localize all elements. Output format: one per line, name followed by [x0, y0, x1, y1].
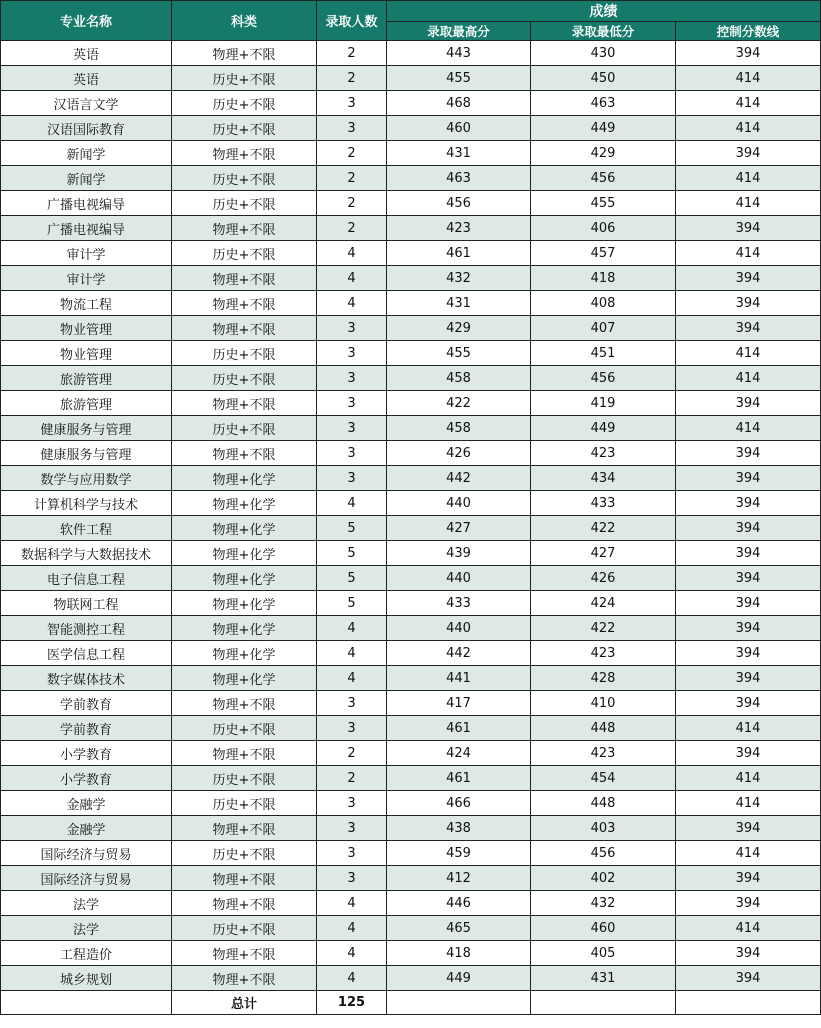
cell-control-line: 414 — [676, 766, 821, 791]
cell-min-score: 426 — [531, 566, 676, 591]
cell-control-line: 414 — [676, 366, 821, 391]
table-row — [1, 866, 821, 891]
cell-count: 3 — [317, 441, 387, 466]
cell-count: 5 — [317, 541, 387, 566]
header-max-score: 录取最高分 — [387, 22, 531, 41]
cell-control-line: 414 — [676, 791, 821, 816]
cell-major: 小学教育 — [1, 741, 172, 766]
cell-count: 5 — [317, 516, 387, 541]
cell-control-line: 414 — [676, 716, 821, 741]
table-row — [1, 366, 821, 391]
table-row — [1, 166, 821, 191]
cell-major: 计算机科学与技术 — [1, 491, 172, 516]
cell-subject: 历史+不限 — [172, 366, 317, 391]
cell-subject: 物理+不限 — [172, 741, 317, 766]
table-row — [1, 716, 821, 741]
cell-min-score: 449 — [531, 116, 676, 141]
table-row — [1, 541, 821, 566]
table-row — [1, 391, 821, 416]
cell-max-score: 455 — [387, 341, 531, 366]
cell-subject: 物理+不限 — [172, 216, 317, 241]
cell-major: 审计学 — [1, 266, 172, 291]
cell-count: 4 — [317, 891, 387, 916]
table-row — [1, 441, 821, 466]
table-row — [1, 666, 821, 691]
cell-max-score: 439 — [387, 541, 531, 566]
cell-subject: 物理+化学 — [172, 616, 317, 641]
cell-count: 3 — [317, 116, 387, 141]
cell-min-score: 423 — [531, 741, 676, 766]
cell-count: 4 — [317, 916, 387, 941]
cell-count: 2 — [317, 741, 387, 766]
cell-subject: 历史+不限 — [172, 416, 317, 441]
cell-min-score: 423 — [531, 441, 676, 466]
table-row — [1, 466, 821, 491]
cell-subject: 物理+不限 — [172, 316, 317, 341]
cell-control-line: 394 — [676, 741, 821, 766]
cell-max-score: 465 — [387, 916, 531, 941]
cell-min-score: 428 — [531, 666, 676, 691]
header-scores-group: 成绩 — [387, 1, 821, 22]
cell-control-line: 394 — [676, 966, 821, 991]
cell-subject: 物理+化学 — [172, 491, 317, 516]
table-row — [1, 291, 821, 316]
cell-control-line: 394 — [676, 216, 821, 241]
cell-control-line: 414 — [676, 91, 821, 116]
cell-count: 2 — [317, 41, 387, 66]
cell-control-line: 394 — [676, 691, 821, 716]
cell-major: 物联网工程 — [1, 591, 172, 616]
cell-max-score: 455 — [387, 66, 531, 91]
cell-count: 3 — [317, 316, 387, 341]
cell-subject: 物理+不限 — [172, 816, 317, 841]
table-row — [1, 966, 821, 991]
cell-max-score: 418 — [387, 941, 531, 966]
cell-subject: 物理+化学 — [172, 566, 317, 591]
cell-count: 4 — [317, 941, 387, 966]
table-row — [1, 641, 821, 666]
table-row — [1, 941, 821, 966]
cell-min-score: 451 — [531, 341, 676, 366]
table-row — [1, 41, 821, 66]
cell-major: 医学信息工程 — [1, 641, 172, 666]
cell-max-score: 431 — [387, 141, 531, 166]
cell-major: 汉语言文学 — [1, 91, 172, 116]
table-row — [1, 416, 821, 441]
cell-min-score: 457 — [531, 241, 676, 266]
cell-control-line: 394 — [676, 891, 821, 916]
table-row — [1, 766, 821, 791]
cell-count: 2 — [317, 766, 387, 791]
cell-subject: 物理+化学 — [172, 466, 317, 491]
footer-empty-cell — [1, 991, 172, 1015]
cell-min-score: 422 — [531, 516, 676, 541]
cell-min-score: 460 — [531, 916, 676, 941]
table-row — [1, 341, 821, 366]
cell-max-score: 440 — [387, 566, 531, 591]
cell-major: 国际经济与贸易 — [1, 841, 172, 866]
cell-major: 英语 — [1, 66, 172, 91]
cell-max-score: 431 — [387, 291, 531, 316]
cell-control-line: 394 — [676, 566, 821, 591]
cell-subject: 物理+化学 — [172, 541, 317, 566]
table-row — [1, 791, 821, 816]
cell-subject: 物理+不限 — [172, 141, 317, 166]
cell-max-score: 440 — [387, 616, 531, 641]
table-row — [1, 216, 821, 241]
cell-control-line: 394 — [676, 516, 821, 541]
cell-max-score: 443 — [387, 41, 531, 66]
cell-count: 3 — [317, 366, 387, 391]
cell-major: 新闻学 — [1, 166, 172, 191]
cell-major: 电子信息工程 — [1, 566, 172, 591]
header-control-line: 控制分数线 — [676, 22, 821, 41]
cell-count: 3 — [317, 416, 387, 441]
cell-control-line: 394 — [676, 541, 821, 566]
cell-min-score: 432 — [531, 891, 676, 916]
cell-count: 3 — [317, 841, 387, 866]
cell-subject: 历史+不限 — [172, 91, 317, 116]
cell-max-score: 460 — [387, 116, 531, 141]
cell-count: 5 — [317, 566, 387, 591]
cell-max-score: 440 — [387, 491, 531, 516]
cell-control-line: 394 — [676, 816, 821, 841]
cell-min-score: 448 — [531, 791, 676, 816]
table-row — [1, 241, 821, 266]
cell-max-score: 456 — [387, 191, 531, 216]
cell-major: 英语 — [1, 41, 172, 66]
cell-control-line: 394 — [676, 941, 821, 966]
cell-subject: 历史+不限 — [172, 841, 317, 866]
footer-total-label: 总计 — [172, 991, 317, 1015]
table-row — [1, 891, 821, 916]
table-row — [1, 491, 821, 516]
cell-max-score: 433 — [387, 591, 531, 616]
cell-count: 3 — [317, 341, 387, 366]
cell-count: 4 — [317, 491, 387, 516]
cell-max-score: 429 — [387, 316, 531, 341]
cell-major: 学前教育 — [1, 716, 172, 741]
cell-max-score: 424 — [387, 741, 531, 766]
cell-min-score: 431 — [531, 966, 676, 991]
cell-count: 3 — [317, 91, 387, 116]
cell-count: 4 — [317, 616, 387, 641]
cell-min-score: 463 — [531, 91, 676, 116]
cell-max-score: 441 — [387, 666, 531, 691]
cell-subject: 物理+化学 — [172, 666, 317, 691]
cell-major: 数据科学与大数据技术 — [1, 541, 172, 566]
cell-control-line: 394 — [676, 616, 821, 641]
cell-subject: 历史+不限 — [172, 191, 317, 216]
cell-control-line: 394 — [676, 441, 821, 466]
table-row — [1, 741, 821, 766]
cell-min-score: 410 — [531, 691, 676, 716]
cell-min-score: 433 — [531, 491, 676, 516]
cell-count: 4 — [317, 966, 387, 991]
cell-count: 4 — [317, 291, 387, 316]
cell-major: 金融学 — [1, 791, 172, 816]
cell-subject: 历史+不限 — [172, 116, 317, 141]
header-major: 专业名称 — [1, 1, 172, 41]
cell-control-line: 394 — [676, 291, 821, 316]
cell-subject: 物理+不限 — [172, 291, 317, 316]
cell-max-score: 446 — [387, 891, 531, 916]
cell-min-score: 423 — [531, 641, 676, 666]
cell-control-line: 414 — [676, 341, 821, 366]
cell-subject: 物理+不限 — [172, 391, 317, 416]
cell-major: 软件工程 — [1, 516, 172, 541]
cell-count: 4 — [317, 266, 387, 291]
cell-min-score: 448 — [531, 716, 676, 741]
table-row — [1, 841, 821, 866]
cell-control-line: 414 — [676, 116, 821, 141]
table-row — [1, 816, 821, 841]
table-row — [1, 591, 821, 616]
footer-empty-cell — [531, 991, 676, 1015]
cell-max-score: 422 — [387, 391, 531, 416]
cell-min-score: 408 — [531, 291, 676, 316]
cell-control-line: 394 — [676, 641, 821, 666]
cell-count: 2 — [317, 191, 387, 216]
cell-subject: 物理+化学 — [172, 641, 317, 666]
cell-subject: 物理+化学 — [172, 591, 317, 616]
cell-min-score: 455 — [531, 191, 676, 216]
cell-count: 5 — [317, 591, 387, 616]
cell-subject: 历史+不限 — [172, 916, 317, 941]
cell-subject: 物理+不限 — [172, 41, 317, 66]
table-row — [1, 191, 821, 216]
cell-major: 智能测控工程 — [1, 616, 172, 641]
cell-control-line: 394 — [676, 491, 821, 516]
cell-count: 2 — [317, 141, 387, 166]
cell-min-score: 402 — [531, 866, 676, 891]
cell-max-score: 461 — [387, 766, 531, 791]
cell-count: 2 — [317, 166, 387, 191]
table-row — [1, 916, 821, 941]
cell-control-line: 394 — [676, 41, 821, 66]
cell-max-score: 458 — [387, 416, 531, 441]
cell-subject: 历史+不限 — [172, 716, 317, 741]
cell-major: 广播电视编导 — [1, 191, 172, 216]
cell-control-line: 394 — [676, 316, 821, 341]
cell-major: 数字媒体技术 — [1, 666, 172, 691]
footer-empty-cell — [676, 991, 821, 1015]
cell-max-score: 432 — [387, 266, 531, 291]
cell-count: 2 — [317, 66, 387, 91]
cell-control-line: 394 — [676, 266, 821, 291]
table-header — [1, 1, 821, 41]
cell-subject: 历史+不限 — [172, 166, 317, 191]
cell-max-score: 412 — [387, 866, 531, 891]
cell-subject: 物理+不限 — [172, 866, 317, 891]
footer-empty-cell — [387, 991, 531, 1015]
table-row — [1, 691, 821, 716]
cell-min-score: 406 — [531, 216, 676, 241]
cell-control-line: 394 — [676, 466, 821, 491]
cell-control-line: 414 — [676, 241, 821, 266]
cell-major: 工程造价 — [1, 941, 172, 966]
cell-count: 3 — [317, 466, 387, 491]
cell-major: 审计学 — [1, 241, 172, 266]
cell-count: 4 — [317, 641, 387, 666]
cell-min-score: 456 — [531, 841, 676, 866]
cell-min-score: 456 — [531, 166, 676, 191]
cell-min-score: 419 — [531, 391, 676, 416]
cell-min-score: 407 — [531, 316, 676, 341]
cell-max-score: 427 — [387, 516, 531, 541]
cell-min-score: 424 — [531, 591, 676, 616]
cell-max-score: 468 — [387, 91, 531, 116]
cell-major: 数学与应用数学 — [1, 466, 172, 491]
cell-subject: 物理+不限 — [172, 891, 317, 916]
table-row — [1, 91, 821, 116]
header-subject: 科类 — [172, 1, 317, 41]
table-row — [1, 616, 821, 641]
footer-total-count: 125 — [317, 991, 387, 1015]
table-row — [1, 516, 821, 541]
cell-min-score: 422 — [531, 616, 676, 641]
cell-control-line: 414 — [676, 916, 821, 941]
cell-min-score: 403 — [531, 816, 676, 841]
cell-max-score: 442 — [387, 641, 531, 666]
cell-major: 新闻学 — [1, 141, 172, 166]
cell-count: 3 — [317, 816, 387, 841]
cell-max-score: 423 — [387, 216, 531, 241]
cell-subject: 物理+不限 — [172, 441, 317, 466]
table-row — [1, 116, 821, 141]
cell-major: 城乡规划 — [1, 966, 172, 991]
cell-subject: 历史+不限 — [172, 66, 317, 91]
table-body — [1, 41, 821, 991]
cell-count: 3 — [317, 716, 387, 741]
cell-major: 物业管理 — [1, 341, 172, 366]
cell-control-line: 414 — [676, 841, 821, 866]
cell-major: 金融学 — [1, 816, 172, 841]
cell-min-score: 405 — [531, 941, 676, 966]
cell-max-score: 438 — [387, 816, 531, 841]
cell-control-line: 414 — [676, 416, 821, 441]
cell-min-score: 427 — [531, 541, 676, 566]
cell-max-score: 449 — [387, 966, 531, 991]
header-count: 录取人数 — [317, 1, 387, 41]
cell-count: 3 — [317, 791, 387, 816]
cell-control-line: 394 — [676, 141, 821, 166]
table-row — [1, 566, 821, 591]
table-row — [1, 266, 821, 291]
cell-control-line: 414 — [676, 66, 821, 91]
cell-control-line: 394 — [676, 391, 821, 416]
cell-major: 旅游管理 — [1, 366, 172, 391]
cell-major: 广播电视编导 — [1, 216, 172, 241]
cell-major: 物业管理 — [1, 316, 172, 341]
cell-min-score: 456 — [531, 366, 676, 391]
cell-subject: 历史+不限 — [172, 791, 317, 816]
cell-min-score: 454 — [531, 766, 676, 791]
cell-major: 法学 — [1, 891, 172, 916]
table-row — [1, 141, 821, 166]
cell-major: 法学 — [1, 916, 172, 941]
cell-min-score: 449 — [531, 416, 676, 441]
cell-subject: 物理+化学 — [172, 516, 317, 541]
cell-count: 3 — [317, 866, 387, 891]
cell-major: 健康服务与管理 — [1, 441, 172, 466]
cell-major: 学前教育 — [1, 691, 172, 716]
cell-max-score: 461 — [387, 716, 531, 741]
cell-subject: 历史+不限 — [172, 241, 317, 266]
cell-min-score: 418 — [531, 266, 676, 291]
table-row — [1, 316, 821, 341]
cell-max-score: 466 — [387, 791, 531, 816]
cell-min-score: 429 — [531, 141, 676, 166]
cell-max-score: 459 — [387, 841, 531, 866]
cell-count: 3 — [317, 391, 387, 416]
cell-subject: 物理+不限 — [172, 941, 317, 966]
cell-count: 3 — [317, 691, 387, 716]
cell-major: 国际经济与贸易 — [1, 866, 172, 891]
header-min-score: 录取最低分 — [531, 22, 676, 41]
cell-max-score: 458 — [387, 366, 531, 391]
cell-control-line: 394 — [676, 866, 821, 891]
cell-count: 4 — [317, 666, 387, 691]
cell-subject: 历史+不限 — [172, 341, 317, 366]
cell-subject: 物理+不限 — [172, 691, 317, 716]
cell-max-score: 463 — [387, 166, 531, 191]
cell-control-line: 414 — [676, 166, 821, 191]
cell-min-score: 450 — [531, 66, 676, 91]
cell-major: 汉语国际教育 — [1, 116, 172, 141]
cell-count: 2 — [317, 216, 387, 241]
cell-min-score: 430 — [531, 41, 676, 66]
cell-min-score: 434 — [531, 466, 676, 491]
cell-control-line: 414 — [676, 191, 821, 216]
cell-major: 健康服务与管理 — [1, 416, 172, 441]
cell-max-score: 461 — [387, 241, 531, 266]
table-row — [1, 66, 821, 91]
cell-count: 4 — [317, 241, 387, 266]
cell-control-line: 394 — [676, 591, 821, 616]
cell-max-score: 442 — [387, 466, 531, 491]
cell-subject: 物理+不限 — [172, 966, 317, 991]
cell-major: 小学教育 — [1, 766, 172, 791]
cell-subject: 物理+不限 — [172, 266, 317, 291]
cell-major: 物流工程 — [1, 291, 172, 316]
cell-subject: 历史+不限 — [172, 766, 317, 791]
cell-max-score: 417 — [387, 691, 531, 716]
cell-control-line: 394 — [676, 666, 821, 691]
table-footer — [1, 991, 821, 1015]
cell-major: 旅游管理 — [1, 391, 172, 416]
cell-max-score: 426 — [387, 441, 531, 466]
